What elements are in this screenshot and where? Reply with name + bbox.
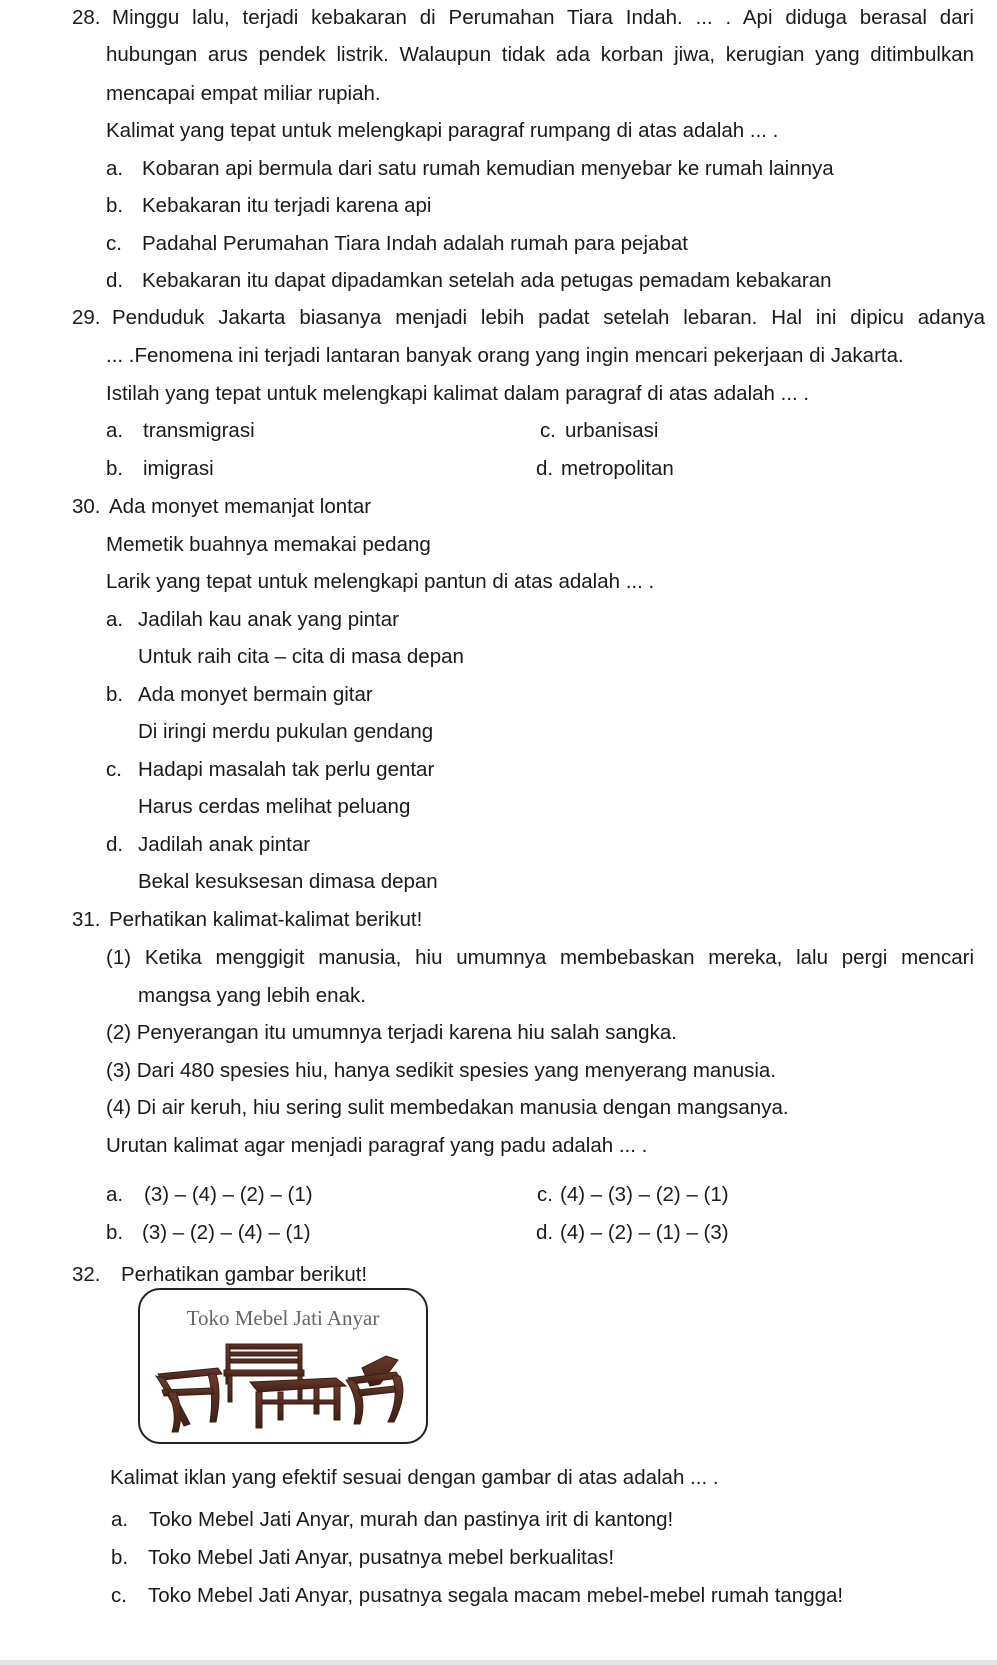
q30-option-b-line2: Di iringi merdu pukulan gendang	[138, 720, 434, 743]
q32-number: 32.	[72, 1263, 101, 1286]
q29-prompt: Istilah yang tepat untuk melengkapi kalimat dalam paragraf di atas adalah ... .	[106, 382, 810, 405]
left-armchair	[156, 1368, 222, 1432]
q31-sentence-4: (4) Di air keruh, hiu sering sulit membedakan manusia dengan mangsanya.	[106, 1096, 789, 1119]
q29-option-letter: a.	[106, 419, 124, 442]
q32-option-letter: b.	[111, 1546, 129, 1569]
q28-option-c: Padahal Perumahan Tiara Indah adalah rumah para pejabat	[142, 232, 688, 255]
q29-number: 29.	[72, 306, 101, 329]
q29-text-line1: Penduduk Jakarta biasanya menjadi lebih padat setelah lebaran. Hal ini dipicu adanya	[112, 306, 985, 329]
q28-option-d: Kebakaran itu dapat dipadamkan setelah ada petugas pemadam kebakaran	[142, 269, 832, 292]
q32-option-letter: c.	[111, 1584, 127, 1607]
q28-number: 28.	[72, 6, 101, 29]
q31-sentence-3: (3) Dari 480 spesies hiu, hanya sedikit spesies yang menyerang manusia.	[106, 1059, 777, 1082]
q28-option-letter: b.	[106, 194, 124, 217]
q29-option-a: transmigrasi	[143, 419, 255, 442]
q28-prompt: Kalimat yang tepat untuk melengkapi paragraf rumpang di atas adalah ... .	[106, 119, 779, 142]
q32-option-letter: a.	[111, 1508, 129, 1531]
q30-pantun-line1: Ada monyet memanjat lontar	[109, 495, 372, 518]
furniture-ad-image	[138, 1288, 428, 1444]
q30-option-c-line1: Hadapi masalah tak perlu gentar	[138, 758, 435, 781]
q30-option-a-line1: Jadilah kau anak yang pintar	[138, 608, 399, 631]
q30-option-b-line1: Ada monyet bermain gitar	[138, 683, 373, 706]
q31-option-letter: c.	[537, 1183, 553, 1206]
q31-option-b: (3) – (2) – (4) – (1)	[142, 1221, 311, 1244]
q28-text-line3: mencapai empat miliar rupiah.	[106, 82, 381, 105]
q28-text-line2: hubungan arus pendek listrik. Walaupun tidak ada korban jiwa, kerugian yang ditimbulkan	[106, 43, 974, 66]
q31-title: Perhatikan kalimat-kalimat berikut!	[109, 908, 423, 931]
q32-option-c: Toko Mebel Jati Anyar, pusatnya segala macam mebel-mebel rumah tangga!	[148, 1584, 844, 1607]
q31-option-d: (4) – (2) – (1) – (3)	[560, 1221, 729, 1244]
q30-option-d-line1: Jadilah anak pintar	[138, 833, 311, 856]
q30-option-letter: a.	[106, 608, 124, 631]
q31-option-a: (3) – (4) – (2) – (1)	[144, 1183, 313, 1206]
q29-option-letter: c.	[540, 419, 556, 442]
q30-option-letter: d.	[106, 833, 124, 856]
bench	[224, 1344, 304, 1402]
q28-option-letter: d.	[106, 269, 124, 292]
q28-option-a: Kobaran api bermula dari satu rumah kemudian menyebar ke rumah lainnya	[142, 157, 834, 180]
q29-option-b: imigrasi	[143, 457, 214, 480]
right-armchair	[346, 1356, 403, 1424]
q30-option-d-line2: Bekal kesuksesan dimasa depan	[138, 870, 438, 893]
q28-option-b: Kebakaran itu terjadi karena api	[142, 194, 432, 217]
q30-option-c-line2: Harus cerdas melihat peluang	[138, 795, 411, 818]
q29-text-line2: ... .Fenomena ini terjadi lantaran banyak orang yang ingin mencari pekerjaan di Jakarta.	[106, 344, 904, 367]
q28-option-letter: c.	[106, 232, 122, 255]
q29-option-letter: b.	[106, 457, 124, 480]
q31-option-letter: a.	[106, 1183, 124, 1206]
q32-option-b: Toko Mebel Jati Anyar, pusatnya mebel berkualitas!	[148, 1546, 615, 1569]
q29-option-c: urbanisasi	[565, 419, 659, 442]
q31-prompt: Urutan kalimat agar menjadi paragraf yang padu adalah ... .	[106, 1134, 648, 1157]
q31-option-letter: d.	[536, 1221, 554, 1244]
q30-option-letter: b.	[106, 683, 124, 706]
q31-sentence-1-line2: mangsa yang lebih enak.	[138, 984, 366, 1007]
q28-option-letter: a.	[106, 157, 124, 180]
q28-text-line1: Minggu lalu, terjadi kebakaran di Perumahan Tiara Indah. ... . Api diduga berasal dari	[112, 6, 974, 29]
page-bottom-divider	[0, 1660, 997, 1665]
q30-pantun-line2: Memetik buahnya memakai pedang	[106, 533, 431, 556]
q29-option-d: metropolitan	[561, 457, 674, 480]
q31-option-letter: b.	[106, 1221, 124, 1244]
q31-option-c: (4) – (3) – (2) – (1)	[560, 1183, 729, 1206]
q32-option-a: Toko Mebel Jati Anyar, murah dan pastinya irit di kantong!	[149, 1508, 674, 1531]
q29-option-letter: d.	[536, 457, 554, 480]
q31-number: 31.	[72, 908, 101, 931]
q31-sentence-2: (2) Penyerangan itu umumnya terjadi karena hiu salah sangka.	[106, 1021, 677, 1044]
q30-prompt: Larik yang tepat untuk melengkapi pantun di atas adalah ... .	[106, 570, 655, 593]
q30-option-letter: c.	[106, 758, 122, 781]
ad-store-name: Toko Mebel Jati Anyar	[186, 1306, 380, 1330]
q32-prompt: Kalimat iklan yang efektif sesuai dengan gambar di atas adalah ... .	[110, 1466, 719, 1489]
coffee-table	[250, 1378, 346, 1428]
q32-title: Perhatikan gambar berikut!	[121, 1263, 368, 1286]
q31-sentence-1-line1: (1) Ketika menggigit manusia, hiu umumnya membebaskan mereka, lalu pergi mencari	[106, 946, 974, 969]
q30-option-a-line2: Untuk raih cita – cita di masa depan	[138, 645, 464, 668]
q30-number: 30.	[72, 495, 101, 518]
furniture-set-illustration	[148, 1334, 418, 1434]
